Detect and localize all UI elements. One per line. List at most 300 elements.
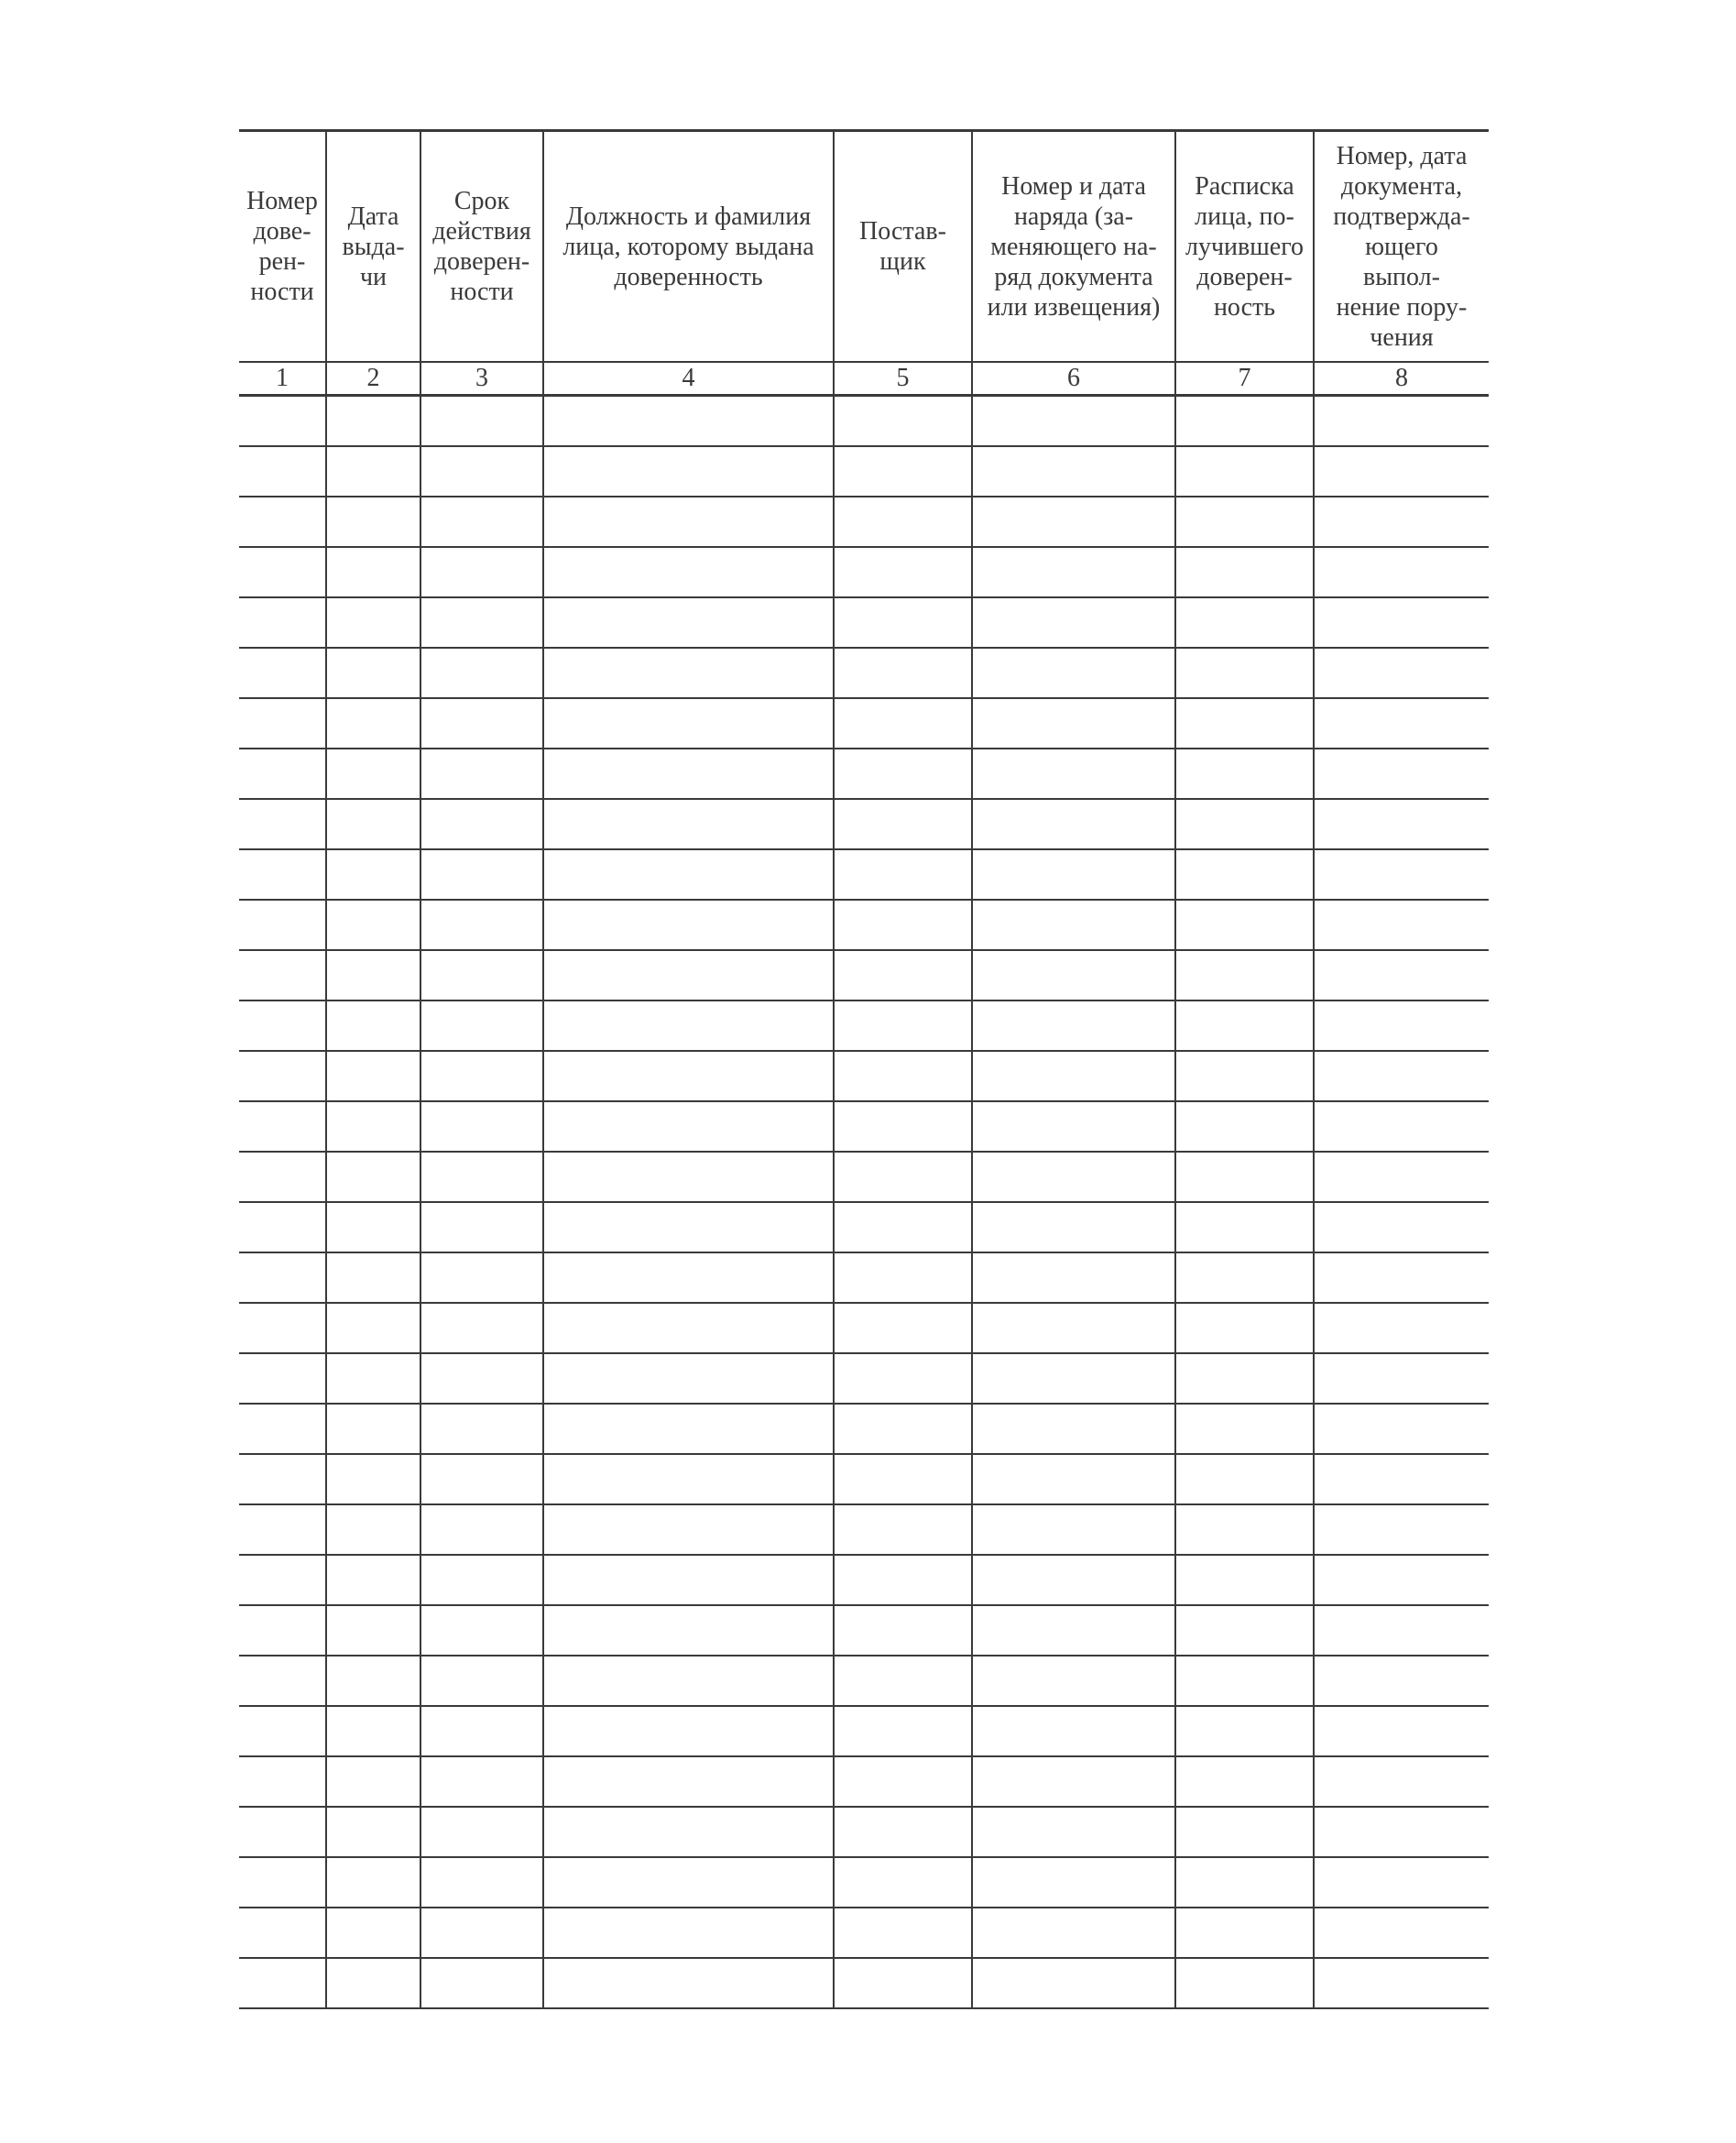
table-cell[interactable]: [1175, 799, 1314, 849]
table-cell[interactable]: [543, 1051, 834, 1101]
table-cell[interactable]: [834, 1454, 972, 1504]
table-cell[interactable]: [326, 1656, 420, 1706]
table-cell[interactable]: [326, 1000, 420, 1051]
table-row: [239, 1202, 1489, 1252]
table-cell[interactable]: [972, 446, 1175, 497]
table-cell[interactable]: [420, 648, 543, 698]
table-cell[interactable]: [420, 1454, 543, 1504]
table-cell[interactable]: [326, 446, 420, 497]
table-cell[interactable]: [420, 1051, 543, 1101]
table-cell[interactable]: [1314, 849, 1489, 900]
table-cell[interactable]: [1175, 749, 1314, 799]
table-cell[interactable]: [543, 396, 834, 447]
table-cell[interactable]: [239, 1051, 326, 1101]
table-cell[interactable]: [834, 396, 972, 447]
table-cell[interactable]: [543, 1706, 834, 1756]
table-row: [239, 1656, 1489, 1706]
table-cell[interactable]: [326, 1303, 420, 1353]
table-cell[interactable]: [1314, 497, 1489, 547]
table-cell[interactable]: [1175, 597, 1314, 648]
table-cell[interactable]: [972, 1656, 1175, 1706]
table-cell[interactable]: [420, 749, 543, 799]
table-row: [239, 1353, 1489, 1404]
table-cell[interactable]: [239, 396, 326, 447]
table-cell[interactable]: [239, 1152, 326, 1202]
table-cell[interactable]: [1314, 648, 1489, 698]
table-row: [239, 1908, 1489, 1958]
table-cell[interactable]: [1175, 1454, 1314, 1504]
table-cell[interactable]: [1175, 1504, 1314, 1555]
table-cell[interactable]: [326, 1454, 420, 1504]
table-cell[interactable]: [420, 597, 543, 648]
column-number: 8: [1314, 362, 1489, 396]
table-cell[interactable]: [543, 446, 834, 497]
table-cell[interactable]: [543, 749, 834, 799]
table-cell[interactable]: [834, 497, 972, 547]
table-row: [239, 1605, 1489, 1656]
table-cell[interactable]: [543, 1504, 834, 1555]
table-cell[interactable]: [972, 1807, 1175, 1857]
table-cell[interactable]: [972, 648, 1175, 698]
table-cell[interactable]: [326, 1252, 420, 1303]
table-cell[interactable]: [239, 698, 326, 749]
table-cell[interactable]: [420, 1656, 543, 1706]
table-cell[interactable]: [239, 1353, 326, 1404]
table-cell[interactable]: [1175, 648, 1314, 698]
table-cell[interactable]: [972, 849, 1175, 900]
table-cell[interactable]: [326, 799, 420, 849]
table-cell[interactable]: [972, 749, 1175, 799]
table-cell[interactable]: [326, 749, 420, 799]
table-cell[interactable]: [834, 849, 972, 900]
table-cell[interactable]: [543, 1958, 834, 2008]
table-cell[interactable]: [1314, 1404, 1489, 1454]
table-cell[interactable]: [1314, 446, 1489, 497]
table-cell[interactable]: [1314, 1706, 1489, 1756]
table-cell[interactable]: [239, 849, 326, 900]
table-row: [239, 1706, 1489, 1756]
table-cell[interactable]: [1175, 1202, 1314, 1252]
table-cell[interactable]: [972, 1101, 1175, 1152]
table-cell[interactable]: [834, 547, 972, 597]
table-cell[interactable]: [420, 396, 543, 447]
table-cell[interactable]: [239, 1958, 326, 2008]
table-cell[interactable]: [972, 1252, 1175, 1303]
table-cell[interactable]: [834, 1051, 972, 1101]
table-cell[interactable]: [239, 1454, 326, 1504]
table-cell[interactable]: [1314, 1958, 1489, 2008]
table-cell[interactable]: [834, 1152, 972, 1202]
table-cell[interactable]: [972, 1051, 1175, 1101]
table-cell[interactable]: [239, 1656, 326, 1706]
table-cell[interactable]: [1175, 1706, 1314, 1756]
table-cell[interactable]: [420, 1908, 543, 1958]
table-cell[interactable]: [1314, 1857, 1489, 1908]
table-cell[interactable]: [972, 1152, 1175, 1202]
table-row: [239, 547, 1489, 597]
table-cell[interactable]: [972, 1756, 1175, 1807]
table-cell[interactable]: [1175, 1908, 1314, 1958]
table-cell[interactable]: [834, 749, 972, 799]
table-cell[interactable]: [239, 648, 326, 698]
table-cell[interactable]: [326, 900, 420, 950]
column-number-row: [239, 362, 1489, 396]
table-cell[interactable]: [543, 950, 834, 1000]
table-cell[interactable]: [543, 1152, 834, 1202]
column-header-validity-period: Срок действия доверен- ности: [420, 131, 543, 363]
table-cell[interactable]: [543, 1908, 834, 1958]
table-cell[interactable]: [1314, 749, 1489, 799]
table-cell[interactable]: [1175, 1656, 1314, 1706]
table-cell[interactable]: [239, 1807, 326, 1857]
table-cell[interactable]: [543, 1555, 834, 1605]
table-row: [239, 1504, 1489, 1555]
table-cell[interactable]: [1314, 1454, 1489, 1504]
table-cell[interactable]: [326, 1152, 420, 1202]
table-cell[interactable]: [1175, 1252, 1314, 1303]
table-cell[interactable]: [420, 1807, 543, 1857]
table-cell[interactable]: [239, 1908, 326, 1958]
table-cell[interactable]: [543, 849, 834, 900]
table-cell[interactable]: [543, 1101, 834, 1152]
table-cell[interactable]: [326, 698, 420, 749]
table-cell[interactable]: [420, 1404, 543, 1454]
table-cell[interactable]: [543, 1303, 834, 1353]
table-cell[interactable]: [834, 1202, 972, 1252]
table-cell[interactable]: [1175, 1605, 1314, 1656]
table-cell[interactable]: [326, 547, 420, 597]
table-cell[interactable]: [834, 698, 972, 749]
table-cell[interactable]: [1175, 1353, 1314, 1404]
table-cell[interactable]: [1314, 1303, 1489, 1353]
table-cell[interactable]: [239, 1555, 326, 1605]
table-cell[interactable]: [543, 1605, 834, 1656]
table-cell[interactable]: [1314, 1152, 1489, 1202]
table-cell[interactable]: [420, 1353, 543, 1404]
table-cell[interactable]: [1314, 1252, 1489, 1303]
table-cell[interactable]: [326, 648, 420, 698]
table-cell[interactable]: [420, 1555, 543, 1605]
table-cell[interactable]: [1314, 1908, 1489, 1958]
table-cell[interactable]: [326, 1908, 420, 1958]
column-number: 4: [543, 362, 834, 396]
table-cell[interactable]: [543, 1454, 834, 1504]
table-cell[interactable]: [834, 1504, 972, 1555]
table-cell[interactable]: [972, 396, 1175, 447]
table-cell[interactable]: [1314, 1353, 1489, 1404]
table-cell[interactable]: [543, 900, 834, 950]
table-cell[interactable]: [1314, 1605, 1489, 1656]
table-cell[interactable]: [834, 597, 972, 648]
table-cell[interactable]: [1314, 698, 1489, 749]
column-number: 2: [326, 362, 420, 396]
table-cell[interactable]: [326, 1857, 420, 1908]
table-cell[interactable]: [972, 1605, 1175, 1656]
table-cell[interactable]: [834, 1656, 972, 1706]
table-cell[interactable]: [1175, 1101, 1314, 1152]
table-cell[interactable]: [972, 1454, 1175, 1504]
table-cell[interactable]: [972, 1908, 1175, 1958]
table-cell[interactable]: [834, 1807, 972, 1857]
table-cell[interactable]: [1314, 1202, 1489, 1252]
table-cell[interactable]: [239, 1000, 326, 1051]
table-cell[interactable]: [1175, 950, 1314, 1000]
table-cell[interactable]: [1175, 446, 1314, 497]
table-cell[interactable]: [834, 1908, 972, 1958]
table-cell[interactable]: [420, 1706, 543, 1756]
table-cell[interactable]: [972, 1555, 1175, 1605]
table-cell[interactable]: [972, 900, 1175, 950]
table-cell[interactable]: [972, 1202, 1175, 1252]
column-header-recipient-position-name: Должность и фамилия лица, которому выдана доверенность: [543, 131, 834, 363]
register-table: [239, 129, 1489, 2009]
table-row: [239, 1000, 1489, 1051]
table-cell[interactable]: [972, 1706, 1175, 1756]
column-header-issue-date: Дата выда- чи: [326, 131, 420, 363]
table-cell[interactable]: [972, 1000, 1175, 1051]
table-cell[interactable]: [1314, 1000, 1489, 1051]
table-cell[interactable]: [1314, 396, 1489, 447]
table-row: [239, 1555, 1489, 1605]
table-cell[interactable]: [326, 1353, 420, 1404]
table-cell[interactable]: [1175, 1756, 1314, 1807]
table-cell[interactable]: [834, 799, 972, 849]
table-cell[interactable]: [420, 1152, 543, 1202]
table-cell[interactable]: [834, 1605, 972, 1656]
table-cell[interactable]: [239, 900, 326, 950]
table-cell[interactable]: [834, 1756, 972, 1807]
table-cell[interactable]: [420, 1605, 543, 1656]
table-row: [239, 849, 1489, 900]
table-cell[interactable]: [1314, 547, 1489, 597]
table-cell[interactable]: [239, 1303, 326, 1353]
table-cell[interactable]: [420, 1958, 543, 2008]
table-cell[interactable]: [1314, 950, 1489, 1000]
table-cell[interactable]: [239, 950, 326, 1000]
table-cell[interactable]: [543, 1756, 834, 1807]
table-cell[interactable]: [420, 849, 543, 900]
column-number: 3: [420, 362, 543, 396]
table-cell[interactable]: [326, 1756, 420, 1807]
table-cell[interactable]: [543, 1353, 834, 1404]
table-cell[interactable]: [239, 1504, 326, 1555]
table-cell[interactable]: [239, 1202, 326, 1252]
table-cell[interactable]: [1175, 1000, 1314, 1051]
table-cell[interactable]: [1314, 1807, 1489, 1857]
table-cell[interactable]: [1175, 900, 1314, 950]
table-cell[interactable]: [834, 1706, 972, 1756]
table-cell[interactable]: [972, 1857, 1175, 1908]
table-row: [239, 1252, 1489, 1303]
table-cell[interactable]: [543, 497, 834, 547]
table-cell[interactable]: [239, 497, 326, 547]
table-cell[interactable]: [543, 547, 834, 597]
table-cell[interactable]: [834, 1303, 972, 1353]
column-number: 7: [1175, 362, 1314, 396]
table-cell[interactable]: [543, 698, 834, 749]
table-cell[interactable]: [239, 749, 326, 799]
table-row: [239, 1958, 1489, 2008]
table-cell[interactable]: [326, 597, 420, 648]
table-cell[interactable]: [239, 1101, 326, 1152]
table-cell[interactable]: [239, 446, 326, 497]
table-cell[interactable]: [972, 1958, 1175, 2008]
table-cell[interactable]: [420, 1504, 543, 1555]
table-cell[interactable]: [420, 1000, 543, 1051]
column-header-order-number-date: Номер и дата наряда (за- меняющего на- ряд документа или извещения): [972, 131, 1175, 363]
table-cell[interactable]: [420, 1857, 543, 1908]
table-cell[interactable]: [1175, 1857, 1314, 1908]
table-cell[interactable]: [834, 1555, 972, 1605]
table-cell[interactable]: [972, 698, 1175, 749]
table-cell[interactable]: [972, 497, 1175, 547]
table-row: [239, 749, 1489, 799]
table-row: [239, 1404, 1489, 1454]
table-cell[interactable]: [1175, 497, 1314, 547]
table-cell[interactable]: [543, 1202, 834, 1252]
table-row: [239, 1051, 1489, 1101]
table-cell[interactable]: [420, 1252, 543, 1303]
table-cell[interactable]: [420, 1303, 543, 1353]
table-cell[interactable]: [1175, 396, 1314, 447]
table-cell[interactable]: [326, 396, 420, 447]
column-header-supplier: Постав- щик: [834, 131, 972, 363]
table-cell[interactable]: [326, 1605, 420, 1656]
table-cell[interactable]: [972, 1404, 1175, 1454]
table-cell[interactable]: [1175, 1404, 1314, 1454]
table-cell[interactable]: [972, 597, 1175, 648]
table-cell[interactable]: [543, 1252, 834, 1303]
table-cell[interactable]: [239, 1706, 326, 1756]
table-cell[interactable]: [326, 950, 420, 1000]
table-row: [239, 1454, 1489, 1504]
table-cell[interactable]: [543, 597, 834, 648]
table-row: [239, 396, 1489, 447]
table-cell[interactable]: [326, 497, 420, 547]
table-cell[interactable]: [972, 1504, 1175, 1555]
table-cell[interactable]: [1314, 900, 1489, 950]
table-cell[interactable]: [972, 799, 1175, 849]
table-cell[interactable]: [834, 1353, 972, 1404]
table-cell[interactable]: [420, 1756, 543, 1807]
table-cell[interactable]: [1175, 1303, 1314, 1353]
table-cell[interactable]: [1314, 1051, 1489, 1101]
table-cell[interactable]: [1314, 1656, 1489, 1706]
table-cell[interactable]: [239, 1756, 326, 1807]
table-row: [239, 698, 1489, 749]
table-cell[interactable]: [543, 1000, 834, 1051]
table-cell[interactable]: [1314, 799, 1489, 849]
table-row: [239, 497, 1489, 547]
table-cell[interactable]: [420, 799, 543, 849]
table-cell[interactable]: [1175, 1051, 1314, 1101]
table-cell[interactable]: [326, 1958, 420, 2008]
table-row: [239, 950, 1489, 1000]
table-cell[interactable]: [239, 1404, 326, 1454]
table-row: [239, 1857, 1489, 1908]
table-cell[interactable]: [420, 547, 543, 597]
table-cell[interactable]: [326, 1555, 420, 1605]
table-cell[interactable]: [239, 799, 326, 849]
power-of-attorney-register-sheet: [239, 129, 1489, 2009]
table-row: [239, 597, 1489, 648]
table-cell[interactable]: [834, 950, 972, 1000]
table-cell[interactable]: [543, 1807, 834, 1857]
table-cell[interactable]: [1175, 849, 1314, 900]
table-cell[interactable]: [239, 1857, 326, 1908]
table-cell[interactable]: [420, 950, 543, 1000]
table-cell[interactable]: [1175, 1152, 1314, 1202]
table-cell[interactable]: [972, 1303, 1175, 1353]
table-cell[interactable]: [972, 950, 1175, 1000]
table-cell[interactable]: [834, 1404, 972, 1454]
table-cell[interactable]: [326, 1404, 420, 1454]
table-cell[interactable]: [543, 1656, 834, 1706]
table-cell[interactable]: [834, 648, 972, 698]
table-cell[interactable]: [420, 698, 543, 749]
table-cell[interactable]: [543, 799, 834, 849]
table-cell[interactable]: [834, 900, 972, 950]
table-cell[interactable]: [326, 1807, 420, 1857]
table-cell[interactable]: [239, 1605, 326, 1656]
table-cell[interactable]: [420, 1202, 543, 1252]
column-header-fulfillment-document: Номер, дата документа, подтвержда- ющего выпол- нение пору- чения: [1314, 131, 1489, 363]
table-cell[interactable]: [420, 1101, 543, 1152]
table-cell[interactable]: [326, 1202, 420, 1252]
table-cell[interactable]: [326, 1101, 420, 1152]
table-cell[interactable]: [1175, 1958, 1314, 2008]
table-cell[interactable]: [1175, 547, 1314, 597]
table-cell[interactable]: [834, 1857, 972, 1908]
table-cell[interactable]: [834, 446, 972, 497]
table-cell[interactable]: [1314, 1504, 1489, 1555]
table-row: [239, 446, 1489, 497]
table-cell[interactable]: [1314, 597, 1489, 648]
table-cell[interactable]: [834, 1958, 972, 2008]
table-cell[interactable]: [834, 1000, 972, 1051]
table-cell[interactable]: [543, 1404, 834, 1454]
table-cell[interactable]: [1314, 1101, 1489, 1152]
register-body: [239, 396, 1489, 2009]
table-cell[interactable]: [1175, 1807, 1314, 1857]
table-cell[interactable]: [543, 1857, 834, 1908]
table-cell[interactable]: [1314, 1756, 1489, 1807]
table-cell[interactable]: [239, 597, 326, 648]
table-cell[interactable]: [1175, 1555, 1314, 1605]
table-row: [239, 1152, 1489, 1202]
table-cell[interactable]: [420, 900, 543, 950]
table-cell[interactable]: [326, 1051, 420, 1101]
table-cell[interactable]: [239, 1252, 326, 1303]
table-row: [239, 900, 1489, 950]
column-header-recipient-signature: Расписка лица, по- лучившего доверен- ность: [1175, 131, 1314, 363]
table-cell[interactable]: [1314, 1555, 1489, 1605]
table-cell[interactable]: [972, 547, 1175, 597]
table-cell[interactable]: [834, 1252, 972, 1303]
table-cell[interactable]: [326, 849, 420, 900]
table-row: [239, 1101, 1489, 1152]
table-cell[interactable]: [326, 1504, 420, 1555]
table-cell[interactable]: [1175, 698, 1314, 749]
table-cell[interactable]: [420, 446, 543, 497]
table-cell[interactable]: [972, 1353, 1175, 1404]
table-cell[interactable]: [834, 1101, 972, 1152]
table-cell[interactable]: [543, 648, 834, 698]
table-cell[interactable]: [326, 1706, 420, 1756]
table-cell[interactable]: [420, 497, 543, 547]
column-number: 5: [834, 362, 972, 396]
table-cell[interactable]: [239, 547, 326, 597]
